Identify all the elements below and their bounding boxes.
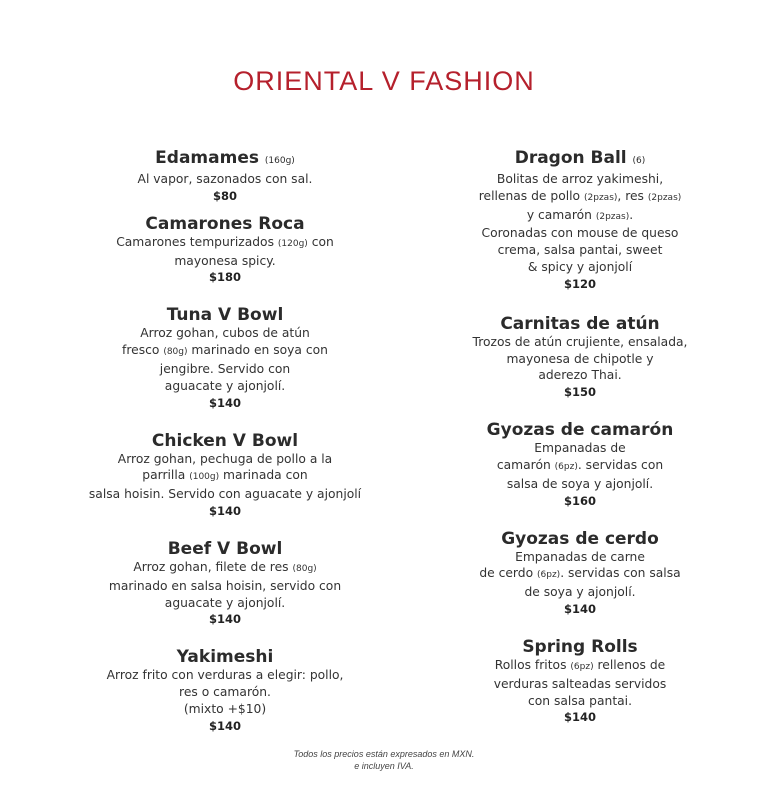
- item-description-line: de soya y ajonjolí.: [524, 585, 636, 600]
- item-description-line: Al vapor, sazonados con sal.: [137, 172, 313, 186]
- item-description-line: aguacate y ajonjolí.: [164, 595, 286, 610]
- item-description-line: de cerdo (6pz). servidas con salsa: [479, 566, 681, 581]
- item-name: [375, 314, 768, 334]
- price-note-line: e incluyen IVA.: [354, 761, 414, 771]
- item-name: [40, 539, 410, 559]
- item-name: [40, 431, 410, 451]
- item-description-line: con salsa pantai.: [527, 693, 632, 708]
- item-name: [375, 529, 768, 549]
- item-price: $180: [208, 270, 241, 285]
- item-name-text: Dragon Ball: [514, 148, 627, 168]
- item-description-line: Arroz gohan, cubos de atún: [140, 326, 310, 341]
- right-column: [375, 148, 768, 725]
- item-description-line: (mixto +$10): [183, 701, 267, 716]
- item-description-line: salsa de soya y ajonjolí.: [506, 476, 654, 491]
- menu-item-carnitas-de-atun: [375, 314, 768, 400]
- item-description-line: verduras salteadas servidos: [493, 676, 667, 691]
- item-name: [40, 214, 410, 234]
- item-name: [375, 637, 768, 657]
- item-name-text: Beef V Bowl: [167, 538, 283, 559]
- item-description-line: Rollos fritos (6pz) rellenos de: [494, 657, 666, 672]
- item-description-line: y camarón (2pzas).: [526, 207, 634, 222]
- left-column: [40, 148, 410, 734]
- item-description-line: Coronadas con mouse de queso: [481, 226, 679, 241]
- item-name: [40, 647, 410, 667]
- item-description-line: parrilla (100g) marinada con: [142, 468, 308, 483]
- item-price: $140: [208, 395, 241, 410]
- menu-item-tuna-v-bowl: [40, 305, 410, 410]
- item-name-text: Gyozas de camarón: [486, 420, 674, 441]
- menu-item-camarones-roca: [40, 214, 410, 286]
- item-description-line: crema, salsa pantai, sweet: [497, 243, 663, 258]
- item-name-text: Edamames: [155, 148, 259, 168]
- menu-item-gyozas-de-cerdo: [375, 529, 768, 617]
- item-name: [40, 305, 410, 325]
- menu-item-gyozas-de-camaron: [375, 420, 768, 508]
- item-description-line: aguacate y ajonjolí.: [164, 378, 286, 393]
- item-name: [375, 420, 768, 440]
- item-name-text: Chicken V Bowl: [151, 430, 299, 451]
- item-description-line: Empanadas de: [534, 441, 626, 456]
- item-name: [40, 148, 410, 171]
- item-description-line: Arroz gohan, pechuga de pollo a la: [117, 451, 333, 466]
- menu-item-edamames: [40, 148, 410, 204]
- item-price: $140: [563, 710, 596, 725]
- menu-title: ORIENTAL V FASHION: [233, 66, 535, 96]
- item-name-text: Camarones Roca: [145, 213, 305, 234]
- item-name-text: Spring Rolls: [522, 636, 638, 657]
- item-description-line: mayonesa de chipotle y: [506, 351, 654, 366]
- item-description-line: rellenas de pollo (2pzas), res (2pzas): [478, 188, 682, 203]
- item-description-line: mayonesa spicy.: [174, 253, 276, 268]
- item-quantity: (6): [632, 156, 646, 166]
- item-price: $140: [208, 503, 241, 518]
- price-note: [0, 748, 768, 772]
- menu-item-yakimeshi: [40, 647, 410, 733]
- item-description-line: fresco (80g) marinado en soya con: [122, 343, 328, 358]
- item-price: $160: [563, 493, 596, 508]
- item-name: [375, 148, 768, 171]
- item-price: $80: [212, 188, 237, 203]
- item-name-text: Yakimeshi: [176, 647, 274, 668]
- item-price: $140: [208, 718, 241, 733]
- item-name-text: Gyozas de cerdo: [501, 528, 659, 549]
- item-description-line: Empanadas de carne: [515, 549, 645, 564]
- item-quantity: (160g): [264, 156, 295, 166]
- menu-item-beef-v-bowl: [40, 539, 410, 627]
- menu-item-dragon-ball: [375, 148, 768, 292]
- item-description-line: camarón (6pz). servidas con: [496, 457, 664, 472]
- menu-item-chicken-v-bowl: [40, 431, 410, 519]
- item-description-line: Trozos de atún crujiente, ensalada,: [472, 334, 688, 349]
- item-name-text: Carnitas de atún: [500, 313, 660, 334]
- item-price: $140: [563, 601, 596, 616]
- item-description-line: Bolitas de arroz yakimeshi,: [496, 172, 664, 186]
- menu-item-spring-rolls: [375, 637, 768, 725]
- item-description-line: aderezo Thai.: [538, 368, 622, 383]
- item-price: $150: [563, 385, 596, 400]
- item-price: $140: [208, 612, 241, 627]
- item-description-line: Arroz frito con verduras a elegir: pollo,: [106, 668, 344, 683]
- item-description-line: Arroz gohan, filete de res (80g): [133, 559, 317, 574]
- item-description-line: Camarones tempurizados (120g) con: [116, 234, 334, 249]
- item-description-line: jengibre. Servido con: [159, 361, 291, 376]
- item-price: $120: [563, 276, 596, 291]
- item-description-line: & spicy y ajonjolí: [527, 259, 633, 274]
- item-name-text: Tuna V Bowl: [166, 305, 284, 326]
- item-description-line: salsa hoisin. Servido con aguacate y ajonjolí: [88, 487, 362, 502]
- price-note-line: Todos los precios están expresados en MXN.: [293, 749, 475, 759]
- item-description-line: res o camarón.: [179, 685, 271, 700]
- item-description-line: marinado en salsa hoisin, servido con: [108, 578, 342, 593]
